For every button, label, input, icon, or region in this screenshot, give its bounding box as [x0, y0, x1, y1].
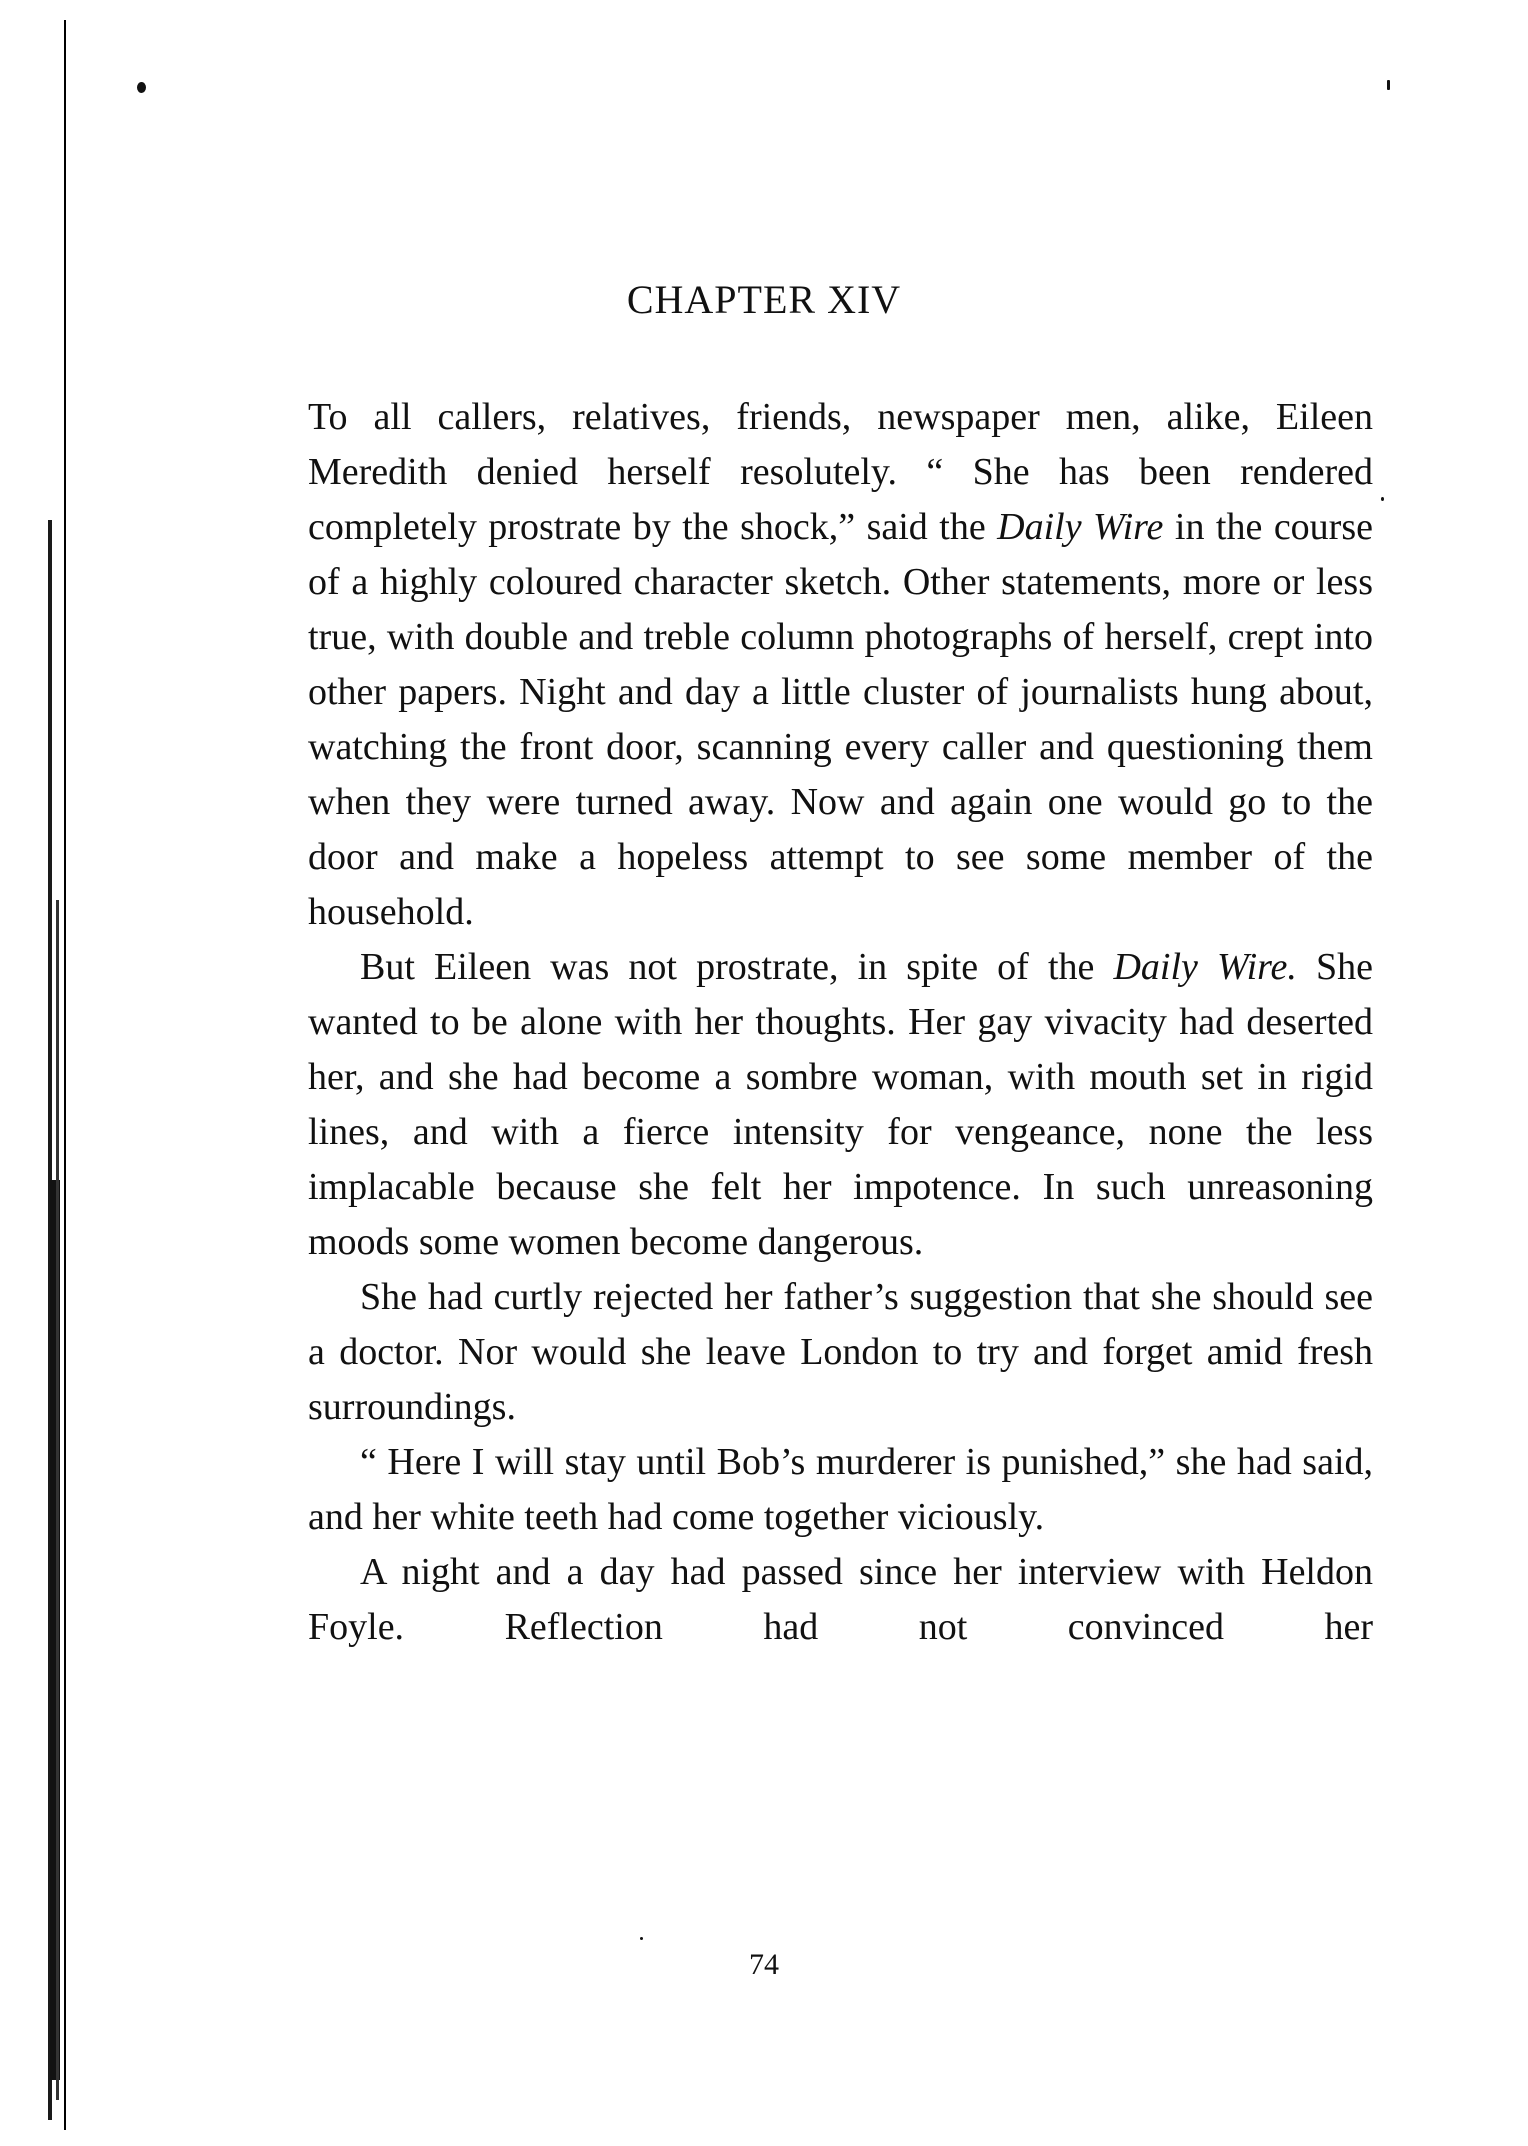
text-segment: She had curtly rejected her father’s suggestion that she should see a doctor. Nor would she leave London to try and forget amid fresh surroundings. [308, 1276, 1373, 1428]
text-segment: To all callers, relatives, friends, newspaper men, alike, Eileen Meredith denied herself resolutely. “ She has been rendered completely prostrate by the shock,” said the [308, 396, 1373, 548]
chapter-title: CHAPTER XIV [626, 277, 902, 322]
body-text [308, 390, 1373, 1655]
text-segment: She wanted to be alone with her thoughts. Her gay vivacity had deserted her, and she had become a sombre woman, with mouth set in rigid lines, and with a fierce intensity for vengeance, none the less implacable because she felt her impotence. In such unreasoning moods some women become dangerous. [308, 946, 1374, 1263]
paragraph [308, 390, 1373, 940]
paragraph [308, 1270, 1373, 1435]
ink-speck [1381, 497, 1384, 501]
text-segment: “ Here I will stay until Bob’s murderer is punished,” she had said, and her white teeth had come together viciously. [308, 1441, 1373, 1538]
page-number: 74 [749, 1948, 779, 1981]
paragraph [308, 1545, 1373, 1655]
ink-speck [640, 1937, 643, 1940]
text-segment: A night and a day had passed since her interview with Heldon Foyle. Reflection had not convinced her [308, 1551, 1373, 1648]
text-segment: in the course of a highly coloured character sketch. Other statements, more or less true, with double and treble column photographs of herself, crept into other papers. Night and day a little cluster of journalists hung about, watching the front door, scanning every caller and questioning them when they were turned away. Now and again one would go to the door and make a hopeless attempt to see some member of the household. [308, 506, 1373, 933]
text-segment: But Eileen was not prostrate, in spite of the [360, 946, 1114, 988]
ink-speck [1387, 80, 1390, 90]
newspaper-title: Daily Wire. [1113, 946, 1297, 988]
binding-edge-line [64, 20, 66, 2130]
paragraph [308, 940, 1373, 1270]
binding-edge-inner [56, 900, 59, 2100]
paragraph [308, 1435, 1373, 1545]
ink-speck [137, 82, 146, 93]
newspaper-title: Daily Wire [997, 506, 1164, 548]
